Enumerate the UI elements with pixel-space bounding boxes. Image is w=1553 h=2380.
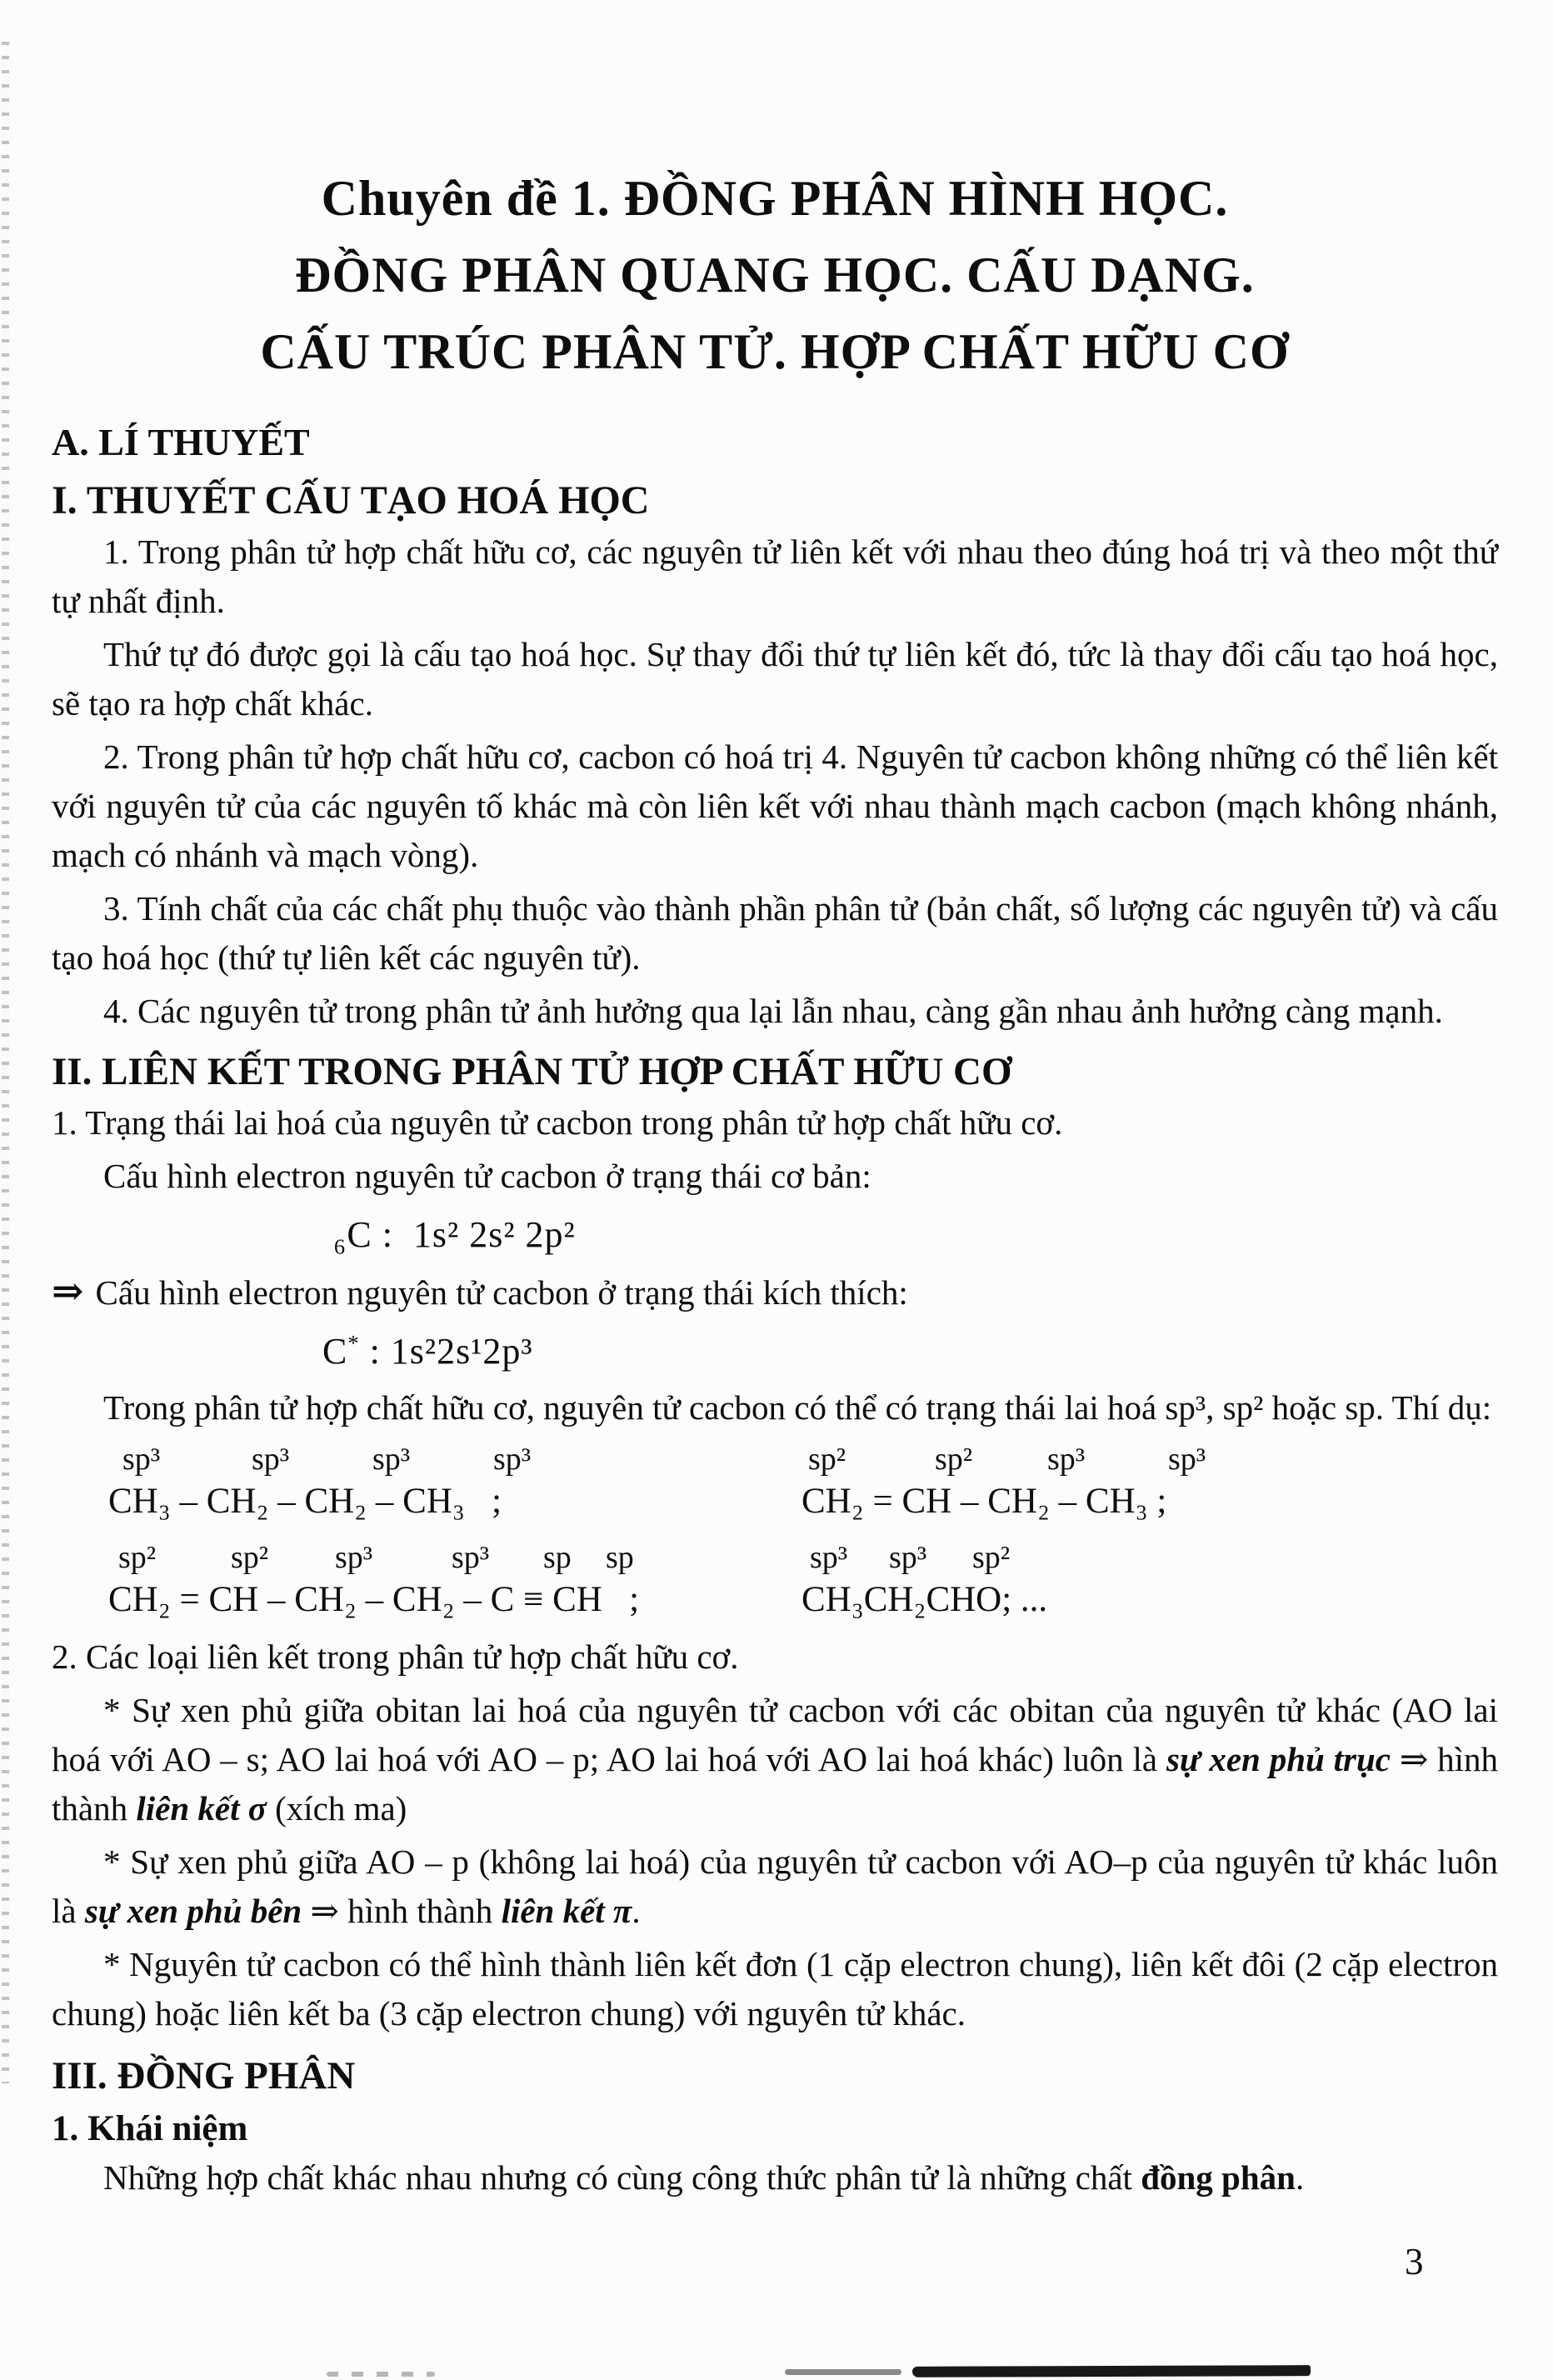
- example-formula: CH₃ – CH₂ – CH₂ – CH₃ ;: [108, 1482, 502, 1521]
- title-line-1: Chuyên đề 1. ĐỒNG PHÂN HÌNH HỌC.: [321, 171, 1229, 226]
- example-butene: [801, 1441, 1498, 1528]
- paragraph-bond-multiplicity: * Nguyên tử cacbon có thể hình thành liên kết đơn (1 cặp electron chung), liên kết đôi (2 cặp electron chung) hoặc liên kết ba (3 cặp electron chung) với nguyên tử khác.: [52, 1945, 1498, 2032]
- paragraph-theory-3: 2. Trong phân tử hợp chất hữu cơ, cacbon có hoá trị 4. Nguyên tử cacbon không những có thể liên kết với nguyên tử của các nguyên tố khác mà còn liên kết với nhau thành mạch cacbon (mạch không nhánh, mạch có nhánh và mạch vòng).: [52, 738, 1498, 874]
- pi-text-3: .: [632, 1892, 641, 1930]
- title-line-3: CẤU TRÚC PHÂN TỬ. HỢP CHẤT HỮU CƠ: [260, 324, 1290, 379]
- example-propanal: [801, 1539, 1498, 1626]
- paragraph-theory-5: 4. Các nguyên tử trong phân tử ảnh hưởng qua lại lẫn nhau, càng gần nhau ảnh hưởng càng mạnh.: [103, 992, 1443, 1030]
- sp-label: sp²: [935, 1442, 973, 1477]
- sp-label: sp³: [122, 1442, 161, 1477]
- sp-label: sp³: [1168, 1442, 1206, 1477]
- sp-label: sp³: [252, 1442, 290, 1477]
- sp-label: sp²: [231, 1540, 269, 1575]
- pi-bond-term: liên kết π: [501, 1892, 632, 1930]
- sp-label: sp³: [372, 1442, 411, 1477]
- paragraph-pi-bond: [52, 1838, 1498, 1936]
- pi-text-1: * Sự xen phủ giữa AO – p (không lai hoá) của nguyên tử cacbon với AO–p của nguyên tử khác luôn là: [52, 1842, 1498, 1930]
- sp-label: sp: [606, 1540, 634, 1575]
- electron-config-ground-formula: ₆C : 1s² 2s² 2p²: [333, 1214, 576, 1255]
- paragraph-hybrid-states: Trong phân tử hợp chất hữu cơ, nguyên tử cacbon có thể có trạng thái lai hoá sp³, sp² hoặc sp. Thí dụ:: [103, 1388, 1492, 1427]
- scan-artifact-bottom-smudge: [912, 2365, 1311, 2378]
- sp-label: sp²: [972, 1540, 1011, 1575]
- paragraph-theory-4: 3. Tính chất của các chất phụ thuộc vào thành phần phân tử (bản chất, số lượng các nguyên tử) và cấu tạo hoá học (thứ tự liên kết các nguyên tử).: [52, 889, 1498, 977]
- sp-label: sp²: [808, 1442, 846, 1477]
- section-a-heading: A. LÍ THUYẾT: [52, 421, 310, 463]
- example-formula: CH₃CH₂CHO; ...: [801, 1580, 1048, 1619]
- pi-side-overlap-term: sự xen phủ bên: [84, 1892, 302, 1930]
- scan-artifact-left-edge: [2, 42, 9, 2083]
- electron-config-excited-formula: [322, 1324, 1498, 1379]
- isomer-concept-subheading: 1. Khái niệm: [52, 2109, 248, 2148]
- paragraph-ground-state: Cấu hình electron nguyên tử cacbon ở trạng thái cơ bản:: [103, 1157, 871, 1195]
- excited-formula-rest: : 1s²2s¹2p³: [359, 1331, 533, 1372]
- sp-label: sp³: [335, 1540, 373, 1575]
- example-formula: CH₂ = CH – CH₂ – CH₃ ;: [801, 1482, 1167, 1521]
- excited-star-superscript: *: [347, 1330, 360, 1356]
- sp-label: sp³: [452, 1540, 490, 1575]
- isomer-text-2: .: [1295, 2158, 1305, 2197]
- paragraph-theory-2: Thứ tự đó được gọi là cấu tạo hoá học. Sự thay đổi thứ tự liên kết đó, tức là thay đổi cấu tạo hoá học, sẽ tạo ra hợp chất khác.: [52, 635, 1498, 722]
- section-iii-heading: III. ĐỒNG PHÂN: [52, 2054, 356, 2098]
- example-butane: [52, 1441, 801, 1528]
- example-row-2: [52, 1539, 1498, 1626]
- sigma-text-2: ⇒ hình thành: [52, 1740, 1498, 1828]
- paragraph-excited-state: [52, 1267, 1498, 1318]
- scan-artifact-bottom-smudge-small: [785, 2369, 901, 2375]
- sigma-text-1: * Sự xen phủ giữa obitan lai hoá của nguyên tử cacbon với các obitan của nguyên tử khác (AO lai hoá với AO – s; AO lai hoá với AO – p; AO lai hoá với AO lai hoá khác) luôn là: [52, 1691, 1498, 1778]
- section-i-heading: I. THUYẾT CẤU TẠO HOÁ HỌC: [52, 478, 650, 522]
- example-row-1: [52, 1441, 1498, 1528]
- paragraph-hybridization-intro: 1. Trạng thái lai hoá của nguyên tử cacbon trong phân tử hợp chất hữu cơ.: [52, 1103, 1063, 1142]
- isomer-bold-term: đồng phân: [1141, 2158, 1296, 2197]
- section-ii-heading: II. LIÊN KẾT TRONG PHÂN TỬ HỢP CHẤT HỮU CƠ: [52, 1050, 1012, 1093]
- excited-formula-base: C: [322, 1331, 348, 1372]
- title-line-2: ĐỒNG PHÂN QUANG HỌC. CẤU DẠNG.: [295, 248, 1255, 302]
- sp-label: sp³: [493, 1442, 532, 1477]
- paragraph-isomer-definition: [52, 2153, 1498, 2202]
- sp-label: sp³: [889, 1540, 927, 1575]
- double-arrow-icon: ⇒: [52, 1270, 84, 1312]
- sigma-text-3: (xích ma): [266, 1789, 407, 1828]
- example-hexenyne: [52, 1539, 801, 1626]
- sp-label: sp³: [810, 1540, 848, 1575]
- sp-label: sp²: [118, 1540, 157, 1575]
- paragraph-sigma-bond: [52, 1686, 1498, 1833]
- example-formula: CH₂ = CH – CH₂ – CH₂ – C ≡ CH ;: [108, 1580, 640, 1619]
- page-number: 3: [1405, 2241, 1424, 2282]
- sp-label: sp: [543, 1540, 572, 1575]
- excited-state-text: Cấu hình electron nguyên tử cacbon ở trạng thái kích thích:: [95, 1273, 908, 1312]
- scan-artifact-bottom-dots: [327, 2372, 435, 2377]
- sigma-axial-overlap-term: sự xen phủ trục: [1166, 1740, 1391, 1778]
- paragraph-theory-1: 1. Trong phân tử hợp chất hữu cơ, các nguyên tử liên kết với nhau theo đúng hoá trị và theo một thứ tự nhất định.: [52, 532, 1498, 620]
- sigma-bond-term: liên kết σ: [136, 1789, 267, 1828]
- isomer-text-1: Những hợp chất khác nhau nhưng có cùng công thức phân tử là những chất: [103, 2158, 1141, 2197]
- chapter-title: [52, 160, 1498, 390]
- sp-label: sp³: [1047, 1442, 1086, 1477]
- pi-text-2: ⇒ hình thành: [302, 1892, 502, 1930]
- sp-hybridization-examples: [52, 1441, 1498, 1626]
- paragraph-bond-types: 2. Các loại liên kết trong phân tử hợp chất hữu cơ.: [52, 1638, 739, 1676]
- page-content: [52, 125, 1498, 2202]
